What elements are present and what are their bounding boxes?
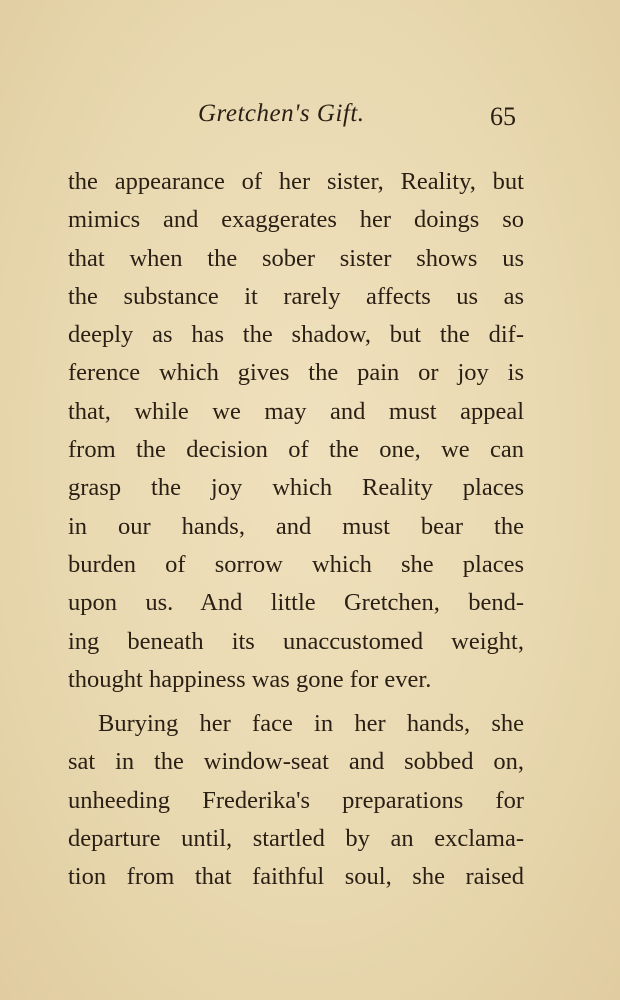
text-line: ing beneath its unaccustomed weight,	[68, 627, 524, 655]
running-title: Gretchen's Gift.	[198, 100, 365, 127]
text-line: the appearance of her sister, Reality, but	[68, 168, 524, 195]
text-line: departure until, startled by an exclama-	[68, 825, 524, 853]
text-line: thought happiness was gone for ever.	[68, 665, 432, 693]
text-line: mimics and exaggerates her doings so	[68, 206, 524, 234]
text-line: that, while we may and must appeal	[68, 397, 524, 425]
paragraph-1	[68, 163, 524, 699]
text-line: sat in the window-seat and sobbed on,	[68, 748, 524, 776]
text-line: the substance it rarely affects us as	[68, 282, 524, 310]
text-line: grasp the joy which Reality places	[68, 474, 524, 502]
text-line: upon us. And little Gretchen, bend-	[68, 589, 524, 617]
running-head	[0, 100, 620, 140]
body-text	[68, 163, 524, 897]
text-line: tion from that faithful soul, she raised	[68, 863, 524, 891]
page-number: 65	[490, 102, 516, 131]
text-line: from the decision of the one, we can	[68, 436, 524, 464]
text-line: burden of sorrow which she places	[68, 550, 524, 578]
text-line: unheeding Frederika's preparations for	[68, 786, 524, 814]
paragraph-2	[68, 705, 524, 896]
text-line: deeply as has the shadow, but the dif-	[68, 321, 524, 349]
text-line: ference which gives the pain or joy is	[68, 359, 524, 387]
text-line: in our hands, and must bear the	[68, 512, 524, 540]
text-line: that when the sober sister shows us	[68, 244, 524, 272]
text-line: Burying her face in her hands, she	[98, 710, 524, 738]
